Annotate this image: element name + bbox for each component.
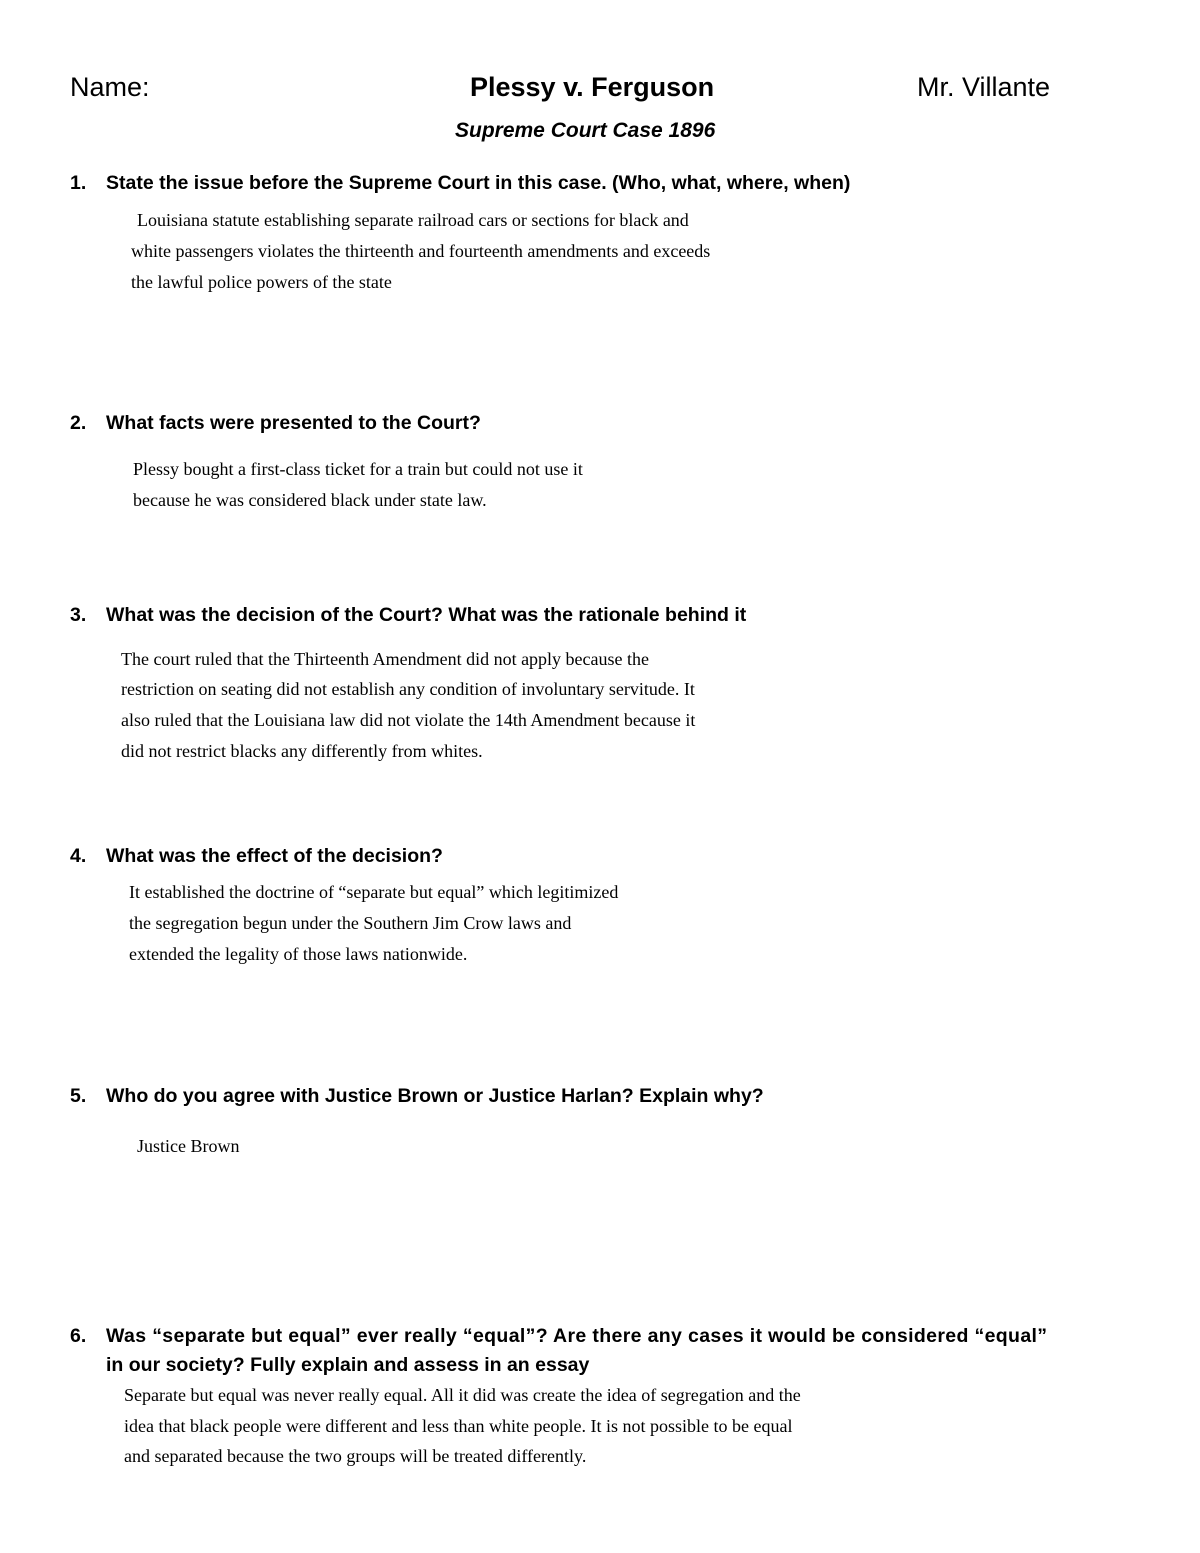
answer-line: the lawful police powers of the state [131,272,392,292]
answer-line: restriction on seating did not establish any condition of involuntary servitude. It [121,679,695,699]
question-number: 2. [70,412,87,434]
answer-line: Louisiana statute establishing separate railroad cars or sections for black and [137,210,689,230]
question-number: 4. [70,845,87,867]
question-number: 3. [70,604,87,626]
answer-line: Plessy bought a first-class ticket for a train but could not use it [133,459,583,479]
answer-line: idea that black people were different and less than white people. It is not possible to be equal [124,1416,793,1436]
question-text: Who do you agree with Justice Brown or Justice Harlan? Explain why? [106,1085,764,1107]
document-subtitle: Supreme Court Case 1896 [455,119,716,142]
answer-line: the segregation begun under the Southern Jim Crow laws and [129,913,572,933]
name-label: Name: [70,72,150,102]
answer-line: The court ruled that the Thirteenth Amendment did not apply because the [121,649,650,669]
answer-line: Justice Brown [137,1136,240,1156]
answer-line: Separate but equal was never really equal. All it did was create the idea of segregation and the [124,1385,801,1405]
answer-line: did not restrict blacks any differently from whites. [121,741,483,761]
question-text: What facts were presented to the Court? [106,412,481,434]
question-text: What was the effect of the decision? [106,845,443,867]
answer-line: and separated because the two groups will be treated differently. [124,1446,587,1466]
question-text: Was “separate but equal” ever really “equal”? Are there any cases it would be considered “equal” [106,1325,1048,1347]
question-text: What was the decision of the Court? What was the rationale behind it [106,604,747,626]
teacher-name: Mr. Villante [917,72,1051,102]
answer-line: It established the doctrine of “separate but equal” which legitimized [129,882,619,902]
question-text: in our society? Fully explain and assess in an essay [106,1354,590,1376]
question-text: State the issue before the Supreme Court in this case. (Who, what, where, when) [106,172,851,194]
answer-line: extended the legality of those laws nationwide. [129,944,468,964]
question-number: 5. [70,1085,87,1107]
answer-line: white passengers violates the thirteenth and fourteenth amendments and exceeds [131,241,711,261]
question-number: 1. [70,172,87,194]
answer-line: because he was considered black under state law. [133,490,487,510]
answer-line: also ruled that the Louisiana law did not violate the 14th Amendment because it [121,710,696,730]
question-number: 6. [70,1325,87,1347]
document-title: Plessy v. Ferguson [470,72,715,102]
